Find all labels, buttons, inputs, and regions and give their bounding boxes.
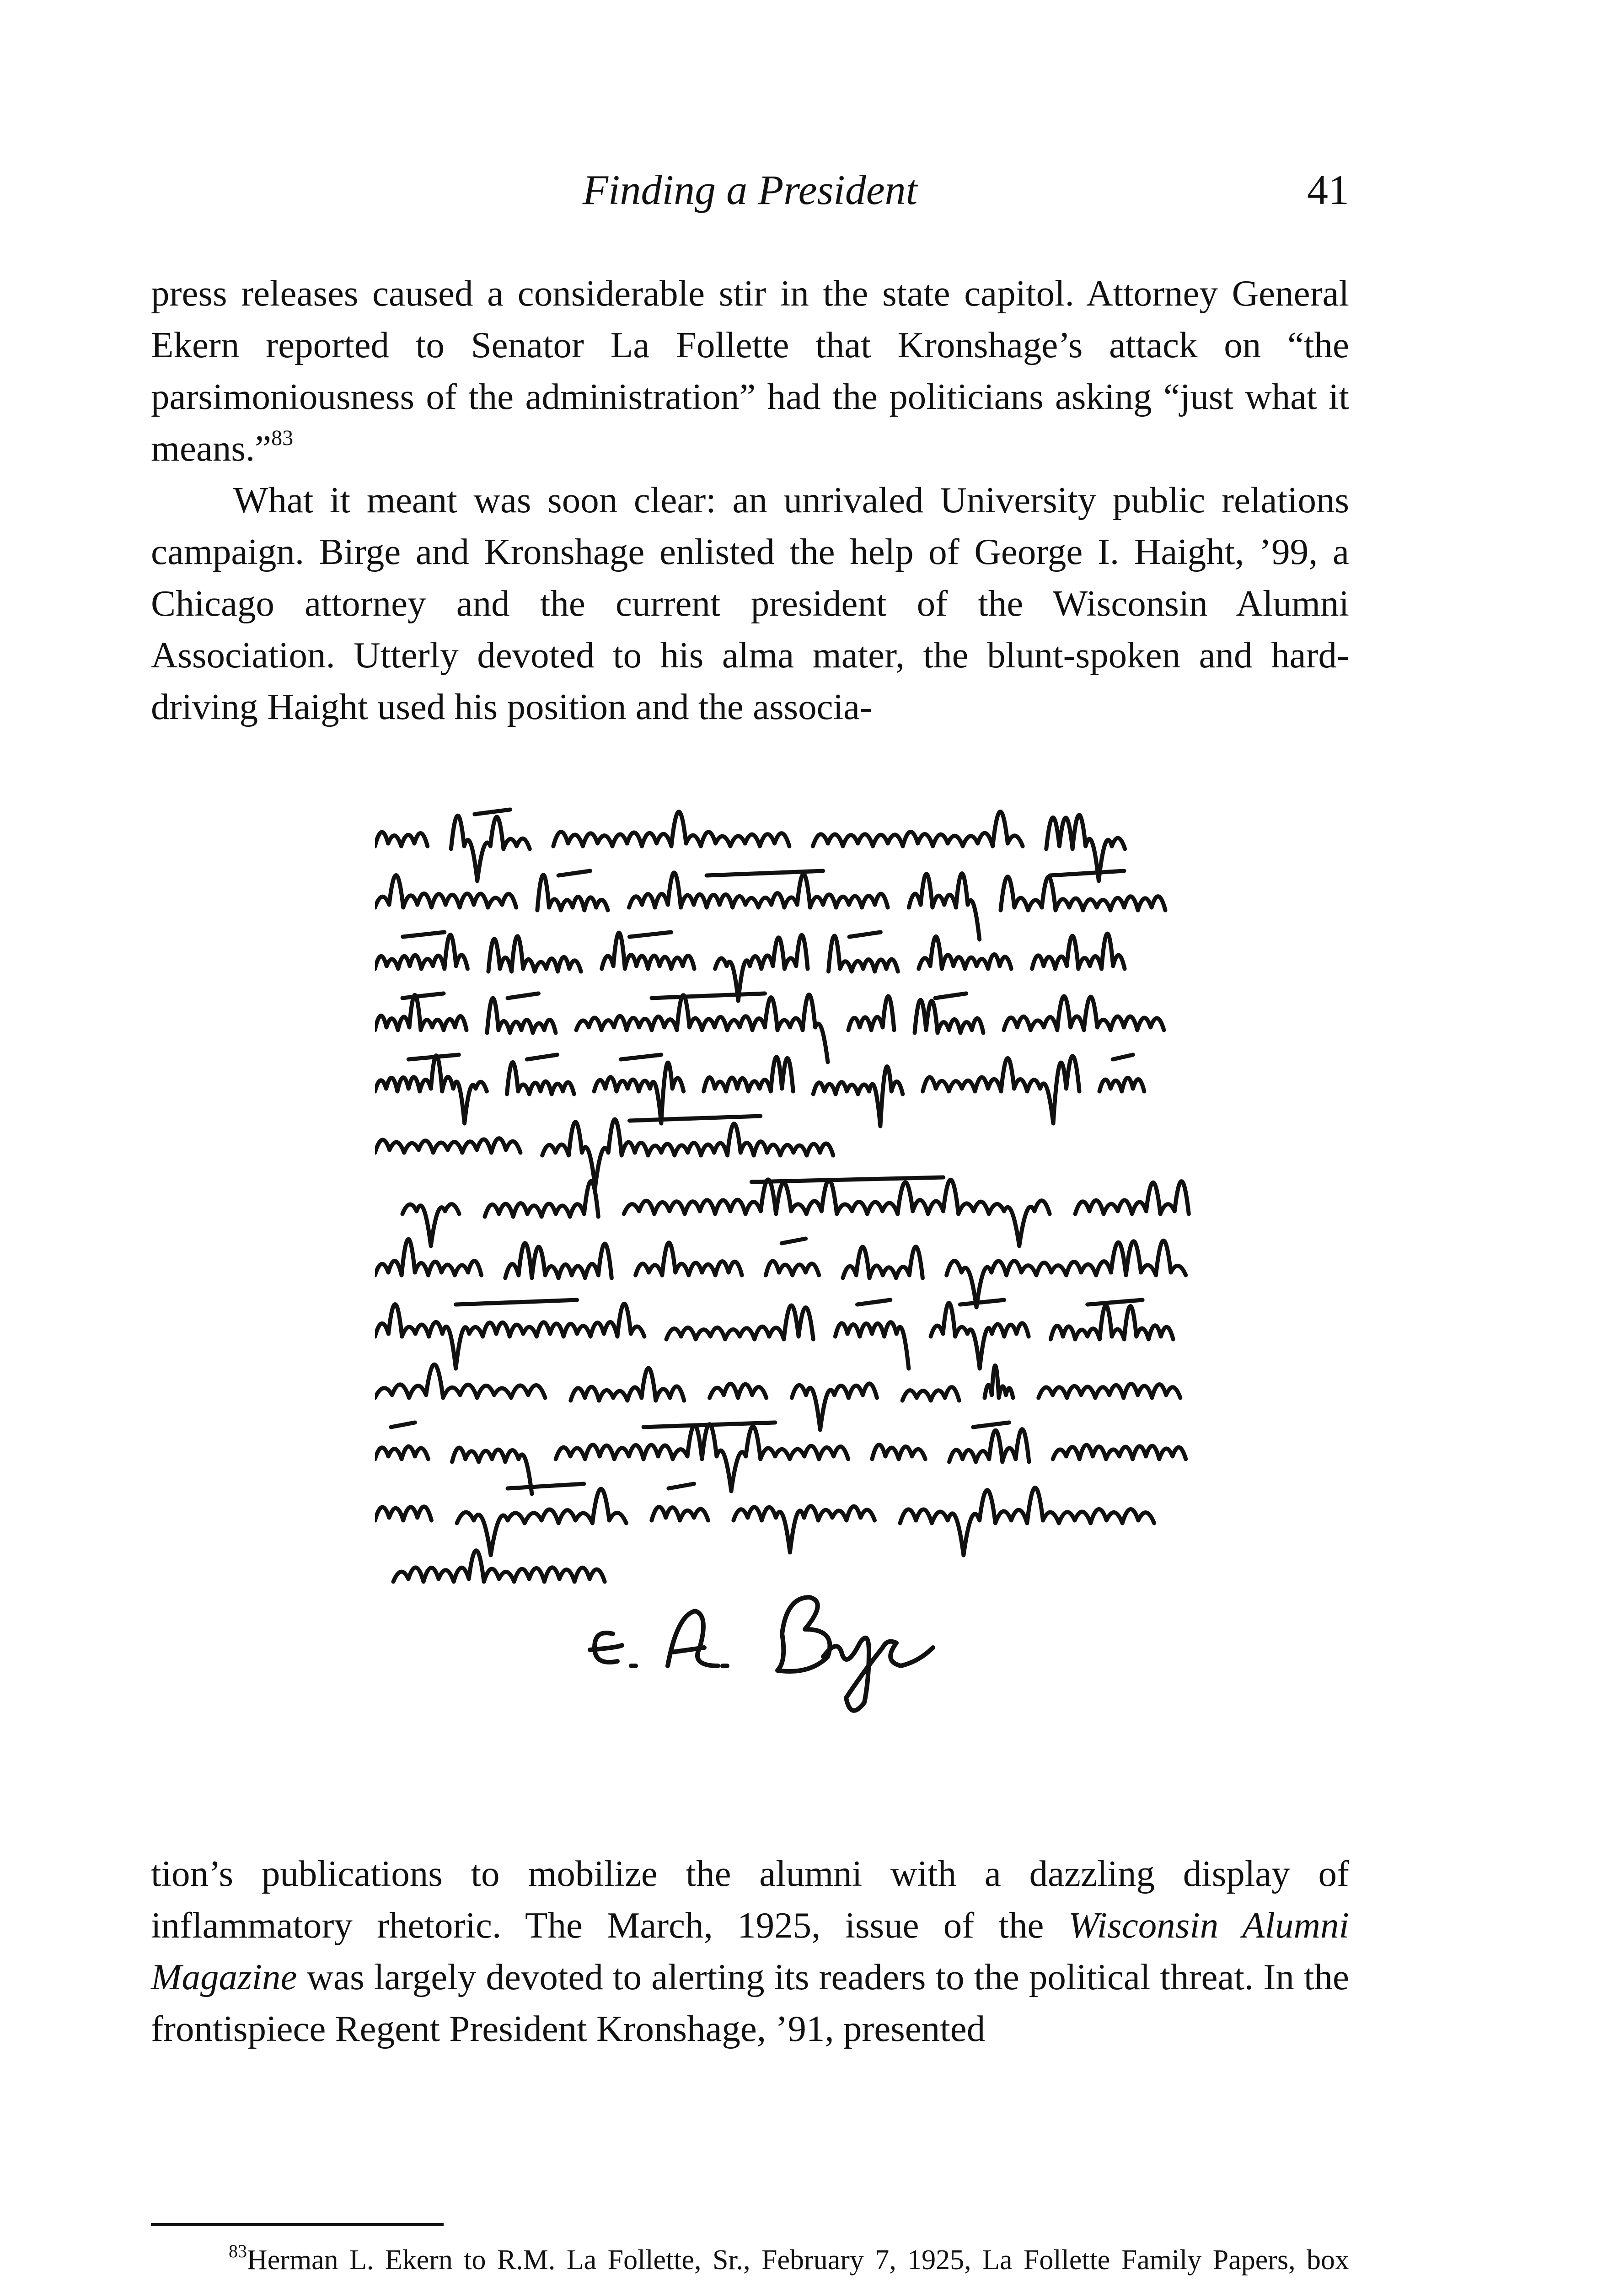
handwriting-word: [766, 1261, 819, 1275]
page-number: 41: [1307, 166, 1349, 213]
handwriting-word: [375, 1364, 545, 1398]
handwriting-word: [666, 1305, 813, 1339]
handwriting-word: [375, 1507, 431, 1520]
handwriting-word: [1075, 1181, 1189, 1214]
paragraph: [151, 1848, 1349, 2055]
handwriting-word: [375, 1138, 520, 1153]
handwriting-word: [1053, 1445, 1186, 1459]
signature-stroke: [668, 1611, 727, 1666]
handwriting-word: [375, 1056, 487, 1123]
handwriting-stroke: [1113, 1055, 1133, 1059]
paragraph-text: tion’s publications to mobilize the alumni with a dazzling display of inflammatory rhetoric. The March, 1925, issue of the: [151, 1853, 1349, 1946]
handwriting-word: [375, 1446, 428, 1459]
handwriting-word: [556, 1424, 848, 1491]
body-text-bottom: [151, 1848, 1349, 2055]
handwriting-word: [602, 933, 694, 969]
handwriting-stroke: [403, 932, 445, 937]
handwriting-word: [375, 1304, 644, 1369]
handwriting-word: [1099, 1078, 1144, 1091]
handwriting-word: [1004, 996, 1164, 1030]
handwriting-word: [985, 1365, 1013, 1398]
handwriting-word: [835, 1322, 909, 1369]
handwriting-word: [485, 1181, 598, 1217]
handwriting-word: [710, 1384, 766, 1398]
handwriting-word: [704, 1057, 793, 1091]
handwriting-word: [947, 1240, 1186, 1307]
handwriting-word: [813, 1067, 903, 1126]
handwriting-stroke: [508, 993, 539, 998]
footnote-number: 83: [229, 2241, 247, 2262]
handwriting-word: [949, 1429, 1029, 1462]
handwriting-stroke: [751, 1177, 943, 1182]
handwriting-word: [909, 874, 979, 939]
handwriting-stroke: [408, 1055, 459, 1059]
handwriting-stroke: [858, 1300, 890, 1305]
handwriting-stroke: [849, 932, 880, 937]
handwriting-word: [487, 998, 556, 1033]
handwriting-word: [902, 1387, 959, 1401]
running-head: [151, 162, 1349, 217]
handwriting-stroke: [630, 932, 671, 937]
running-title: Finding a President: [582, 166, 918, 213]
handwriting-stroke: [630, 1116, 761, 1121]
publication-title: Wisconsin Alumni Magazine: [151, 1905, 1350, 1997]
handwriting-word: [375, 832, 428, 846]
handwriting-stroke: [1088, 1300, 1142, 1305]
handwriting-word: [843, 1247, 922, 1278]
handwriting-word: [542, 1119, 833, 1187]
handwriting-word: [734, 1506, 875, 1552]
handwriting-word: [931, 1303, 1029, 1369]
paragraph: [151, 268, 1349, 474]
body-text-top: [151, 268, 1349, 733]
handwriting-word: [1001, 877, 1165, 910]
handwriting-stroke: [558, 871, 590, 875]
handwriting-word: [715, 935, 808, 1001]
handwriting-word: [919, 936, 1011, 969]
handwriting-word: [624, 1180, 1050, 1246]
handwriting-word: [915, 1000, 983, 1033]
handwriting-word: [375, 1239, 482, 1275]
handwriting-word: [576, 995, 828, 1062]
handwriting-word: [636, 1243, 742, 1275]
handwriting-word: [900, 1487, 1154, 1555]
footnote-text: Herman L. Ekern to R.M. La Follette, Sr., February 7, 1925, La Follette Family Papers, box: [247, 2244, 1349, 2276]
handwriting-word: [375, 875, 516, 907]
handwriting-word: [507, 1062, 574, 1094]
handwriting-stroke: [935, 993, 966, 998]
handwriting-word: [792, 1384, 877, 1430]
handwriting-stroke: [621, 1055, 661, 1059]
handwriting-word: [1039, 1384, 1180, 1398]
handwriting-stroke: [391, 1423, 415, 1427]
footnote-divider: [151, 2223, 444, 2226]
signature-stroke: [590, 1633, 636, 1666]
handwriting-word: [829, 936, 898, 972]
signature-stroke: [777, 1597, 933, 1711]
handwriting-stroke: [960, 1300, 1004, 1305]
handwriting-word: [1051, 1305, 1173, 1339]
paragraph-text: was largely devoted to alerting its readers to the political threat. In the frontispiece Regent President Kronshage, ’91, presented: [151, 1956, 1349, 2049]
handwriting-stroke: [527, 1055, 557, 1059]
handwriting-word: [571, 1368, 684, 1401]
handwriting-stroke: [475, 810, 510, 814]
paragraph-text: press releases caused a considerable stir in the state capitol. Attorney General Ekern reported to Senator La Follette that Kronshage’s attack on “the parsimoniousness of the administration” had the politicians asking “just what it means.”: [151, 273, 1349, 469]
handwriting-word: [848, 996, 894, 1030]
paragraph: What it meant was soon clear: an unrivaled University public relations campaign. Birge and Kronshage enlisted the help of George I. Haight, ’99, a Chicago attorney and the current president of the Wisconsin Alumni Association. Utterly devoted to his alma mater, the blunt-spoken and hard-driving Haight used his position and the associa-: [151, 479, 1349, 727]
handwriting-stroke: [669, 1484, 694, 1488]
handwriting-word: [923, 1056, 1079, 1123]
handwriting-word: [393, 1551, 605, 1582]
handwriting-word: [629, 873, 888, 907]
handwriting-word: [872, 1445, 925, 1459]
handwriting-word: [505, 1243, 611, 1278]
handwriting-word: [375, 935, 467, 969]
handwriting-word: [537, 875, 608, 910]
handwriting-word: [652, 1507, 708, 1520]
handwriting-stroke: [973, 1423, 1009, 1427]
handwritten-note-facsimile: [375, 787, 1363, 1775]
handwriting-word: [375, 995, 466, 1030]
handwriting-word: [813, 811, 1023, 846]
handwriting-stroke: [1050, 871, 1124, 875]
handwriting-stroke: [402, 993, 444, 998]
footnote: [151, 2239, 1349, 2287]
handwriting-word: [451, 816, 530, 881]
handwriting-word: [488, 936, 581, 972]
handwriting-word: [1032, 934, 1125, 969]
footnote-reference: 83: [271, 426, 294, 450]
handwriting-stroke: [652, 993, 765, 998]
handwriting-word: [553, 812, 789, 846]
handwriting-stroke: [782, 1239, 805, 1243]
handwriting-word: [594, 1063, 684, 1123]
handwriting-stroke: [456, 1300, 577, 1305]
handwriting-word: [457, 1489, 626, 1555]
handwriting-stroke: [508, 1484, 584, 1488]
